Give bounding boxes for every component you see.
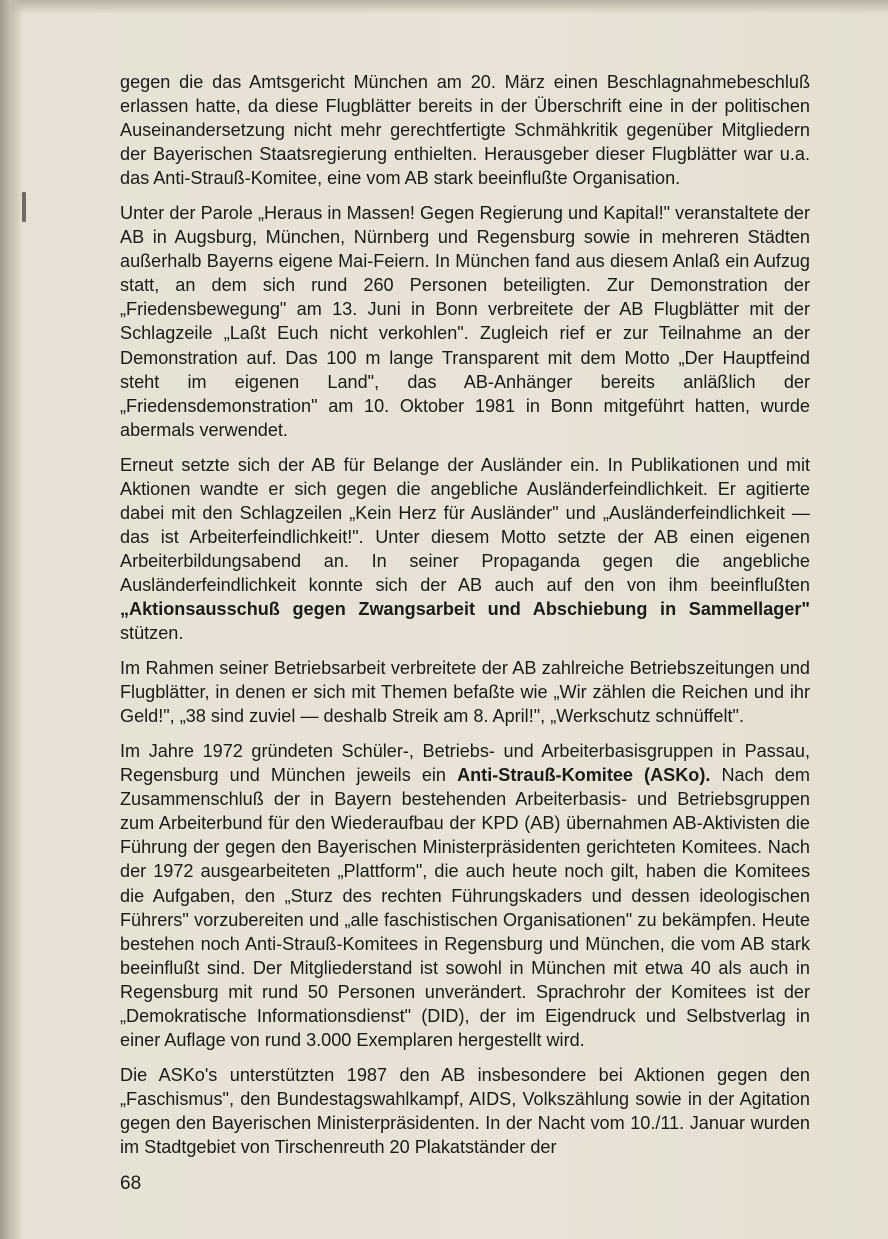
paragraph-3-tail: stützen. — [120, 623, 184, 644]
paragraph-4-text: Im Rahmen seiner Betriebsarbeit verbreitete der AB zahlreiche Betriebszeitungen und Flugblätter, in denen er sich mit Themen befaßte wie „Wir zählen die Reichen und ihr Geld!", „38 sind zuviel — deshalb Streik am 8. April!", „Werkschutz schnüffelt". — [120, 658, 810, 727]
paragraph-5 — [120, 739, 810, 1052]
paragraph-6-text: Die ASKo's unterstützten 1987 den AB insbesondere bei Aktionen gegen den „Faschismus", den Bundestagswahlkampf, AIDS, Volkszählung sowie in der Agitation gegen den Bayerischen Ministerpräsidenten. In der Nacht vom 10./11. Januar wurden im Stadtgebiet von Tirschenreuth 20 Plakatständer der — [120, 1064, 810, 1157]
body-text — [120, 70, 810, 1170]
paragraph-3-text: Erneut setzte sich der AB für Belange der Ausländer ein. In Publikationen und mit Aktionen wandte er sich gegen die angebliche Ausländerfeindlichkeit. Er agitierte dabei mit den Schlagzeilen „Kein Herz für Ausländer" und „Ausländerfeindlichkeit — das ist Arbeiterfeindlichkeit!". Unter diesem Motto setzte der AB einen eigenen Arbeiterbildungsabend an. In seiner Propaganda gegen die angebliche Ausländerfeindlichkeit konnte sich der AB auch auf den von ihm beeinflußten — [120, 454, 810, 595]
paragraph-1-text: gegen die das Amtsgericht München am 20. März einen Beschlagnahmebeschluß erlassen hatte, da diese Flugblätter bereits in der Überschrift eine in der politischen Auseinandersetzung nicht mehr gerechtfertigte Schmähkritik gegenüber Mitgliedern der Bayerischen Staatsregierung enthielten. Herausgeber dieser Flugblätter war u.a. das Anti-Strauß-Komitee, eine vom AB stark beeinflußte Organisation. — [120, 72, 810, 189]
page-number: 68 — [120, 1173, 142, 1194]
binding-edge — [0, 0, 22, 1239]
paragraph-5-text: Im Jahre 1972 gründeten Schüler-, Betriebs- und Arbeiterbasisgruppen in Passau, Regensburg und München jeweils ein — [120, 741, 810, 786]
paragraph-4 — [120, 656, 810, 728]
binding-mark — [22, 192, 26, 222]
paragraph-1 — [120, 70, 810, 190]
aktionsausschuss-name: „Aktionsausschuß gegen Zwangsarbeit und Abschiebung in Sammellager" — [120, 598, 810, 619]
paragraph-2 — [120, 201, 810, 441]
paragraph-5-tail: Nach dem Zusammenschluß der in Bayern bestehenden Arbeiterbasis- und Betriebsgruppen zum Arbeiterbund für den Wiederaufbau der KPD (AB) übernahmen AB-Aktivisten die Führung der gegen den Bayerischen Ministerpräsidenten gerichteten Komitees. Nach der 1972 ausgearbeiteten „Plattform", die auch heute noch gilt, haben die Komitees die Aufgaben, den „Sturz des rechten Führungskaders und dessen ideologischen Führers" vorzubereiten und „alle faschistischen Organisationen" zu bekämpfen. Heute bestehen noch Anti-Strauß-Komitees in Regensburg und München, die vom AB stark beeinflußt sind. Der Mitgliederstand ist sowohl in München mit etwa 40 als auch in Regensburg mit rund 50 Personen unverändert. Sprachrohr der Komitees ist der „Demokratische Informationsdienst" (DID), der im Eigendruck und Selbstverlag in einer Auflage von rund 3.000 Exemplaren hergestellt wird. — [120, 765, 810, 1050]
asko-name: Anti-Strauß-Komitee (ASKo). — [457, 765, 711, 786]
paragraph-3 — [120, 453, 810, 645]
paragraph-6 — [120, 1063, 810, 1159]
paragraph-2-text: Unter der Parole „Heraus in Massen! Gegen Regierung und Kapital!" veranstaltete der AB in Augsburg, München, Nürnberg und Regensburg sowie in mehreren Städten außerhalb Bayerns eigene Mai-Feiern. In München fand aus diesem Anlaß ein Aufzug statt, an dem sich rund 260 Personen beteiligten. Zur Demonstration der „Friedensbewegung" am 13. Juni in Bonn verbreitete der AB Flugblätter mit der Schlagzeile „Laßt Euch nicht verkohlen". Zugleich rief er zur Teilnahme an der Demonstration auf. Das 100 m lange Transparent mit dem Motto „Der Hauptfeind steht im eigenen Land", das AB-Anhänger bereits anläßlich der „Friedensdemonstration" am 10. Oktober 1981 in Bonn mitgeführt hatten, wurde abermals verwendet. — [120, 203, 810, 440]
page-top-shadow — [0, 0, 888, 14]
